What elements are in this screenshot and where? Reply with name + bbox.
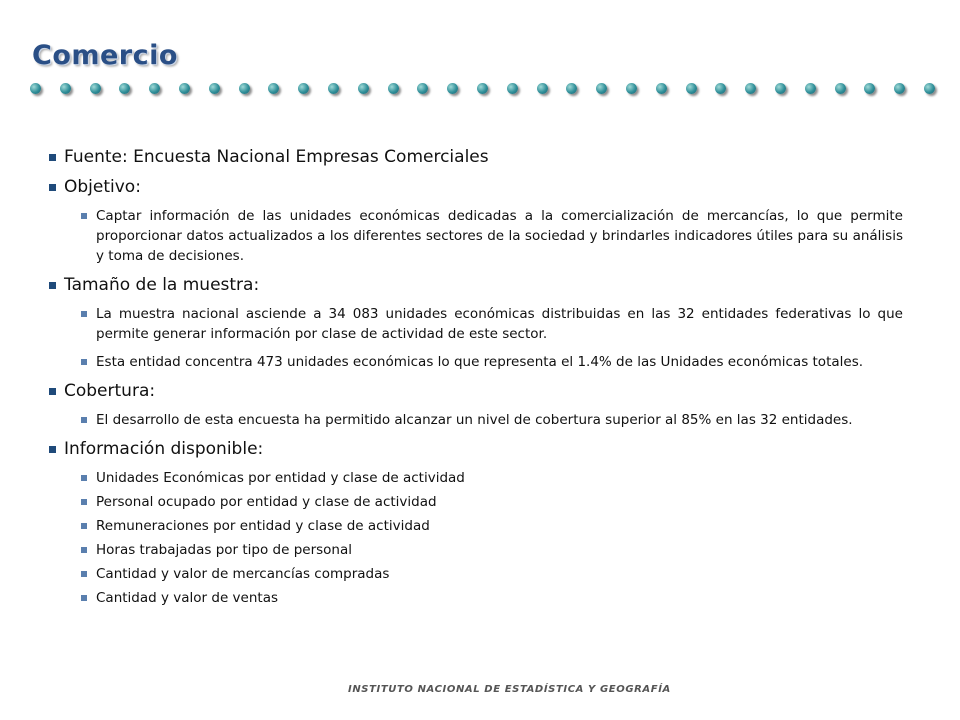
available-info-heading	[48, 438, 903, 460]
info-list-item	[48, 492, 903, 512]
sample-size-item	[48, 304, 903, 344]
divider-dot	[507, 83, 518, 94]
square-bullet-icon	[81, 595, 87, 601]
info-item-text: Unidades Económicas por entidad y clase de actividad	[96, 470, 465, 486]
slide-title: Comercio	[32, 40, 178, 71]
square-bullet-icon	[49, 154, 56, 161]
dotted-divider	[30, 80, 935, 96]
divider-dot	[60, 83, 71, 94]
objective-text: Captar información de las unidades económicas dedicadas a la comercialización de mercancías, lo que permite proporcionar datos actualizados a los diferentes sectores de la sociedad y brindarles indicadores útiles para su análisis y toma de decisiones.	[96, 208, 903, 264]
divider-dot	[119, 83, 130, 94]
divider-dot	[30, 83, 41, 94]
objective-item	[48, 206, 903, 266]
sample-size-label: Tamaño de la muestra:	[64, 275, 260, 295]
divider-dot	[894, 83, 905, 94]
info-item-text: Remuneraciones por entidad y clase de actividad	[96, 518, 430, 534]
square-bullet-icon	[81, 417, 87, 423]
square-bullet-icon	[81, 523, 87, 529]
source-text: Fuente: Encuesta Nacional Empresas Comerciales	[64, 147, 489, 167]
available-info-label: Información disponible:	[64, 439, 264, 459]
divider-dot	[358, 83, 369, 94]
square-bullet-icon	[49, 446, 56, 453]
sample-size-item	[48, 352, 903, 372]
coverage-text: El desarrollo de esta encuesta ha permitido alcanzar un nivel de cobertura superior al 85% en las 32 entidades.	[96, 412, 853, 428]
divider-dot	[626, 83, 637, 94]
divider-dot	[566, 83, 577, 94]
square-bullet-icon	[49, 282, 56, 289]
source-heading	[48, 146, 903, 168]
divider-dot	[775, 83, 786, 94]
square-bullet-icon	[81, 475, 87, 481]
info-item-text: Horas trabajadas por tipo de personal	[96, 542, 353, 558]
divider-dot	[388, 83, 399, 94]
sample-size-text-national: La muestra nacional asciende a 34 083 unidades económicas distribuidas en las 32 entidades federativas lo que permite generar información por clase de actividad de este sector.	[96, 306, 903, 342]
objective-label: Objetivo:	[64, 177, 141, 197]
square-bullet-icon	[81, 213, 87, 219]
divider-dot	[656, 83, 667, 94]
info-item-text: Cantidad y valor de ventas	[96, 590, 279, 606]
sample-size-heading	[48, 274, 903, 296]
divider-dot	[268, 83, 279, 94]
square-bullet-icon	[81, 359, 87, 365]
divider-dot	[537, 83, 548, 94]
divider-dot	[924, 83, 935, 94]
divider-dot	[149, 83, 160, 94]
square-bullet-icon	[49, 388, 56, 395]
square-bullet-icon	[81, 311, 87, 317]
info-list-item	[48, 516, 903, 536]
info-list-item	[48, 468, 903, 488]
divider-dot	[179, 83, 190, 94]
divider-dot	[447, 83, 458, 94]
divider-dot	[835, 83, 846, 94]
coverage-item	[48, 410, 903, 430]
info-list-item	[48, 588, 903, 608]
coverage-label: Cobertura:	[64, 381, 156, 401]
institution-footer: INSTITUTO NACIONAL DE ESTADÍSTICA Y GEOGRAFÍA	[348, 684, 671, 695]
divider-dot	[298, 83, 309, 94]
square-bullet-icon	[81, 571, 87, 577]
divider-dot	[328, 83, 339, 94]
divider-dot	[864, 83, 875, 94]
divider-dot	[715, 83, 726, 94]
slide-content	[48, 146, 903, 612]
square-bullet-icon	[81, 547, 87, 553]
divider-dot	[417, 83, 428, 94]
info-list-item	[48, 540, 903, 560]
divider-dot	[90, 83, 101, 94]
divider-dot	[209, 83, 220, 94]
square-bullet-icon	[49, 184, 56, 191]
square-bullet-icon	[81, 499, 87, 505]
sample-size-text-state: Esta entidad concentra 473 unidades económicas lo que representa el 1.4% de las Unidades económicas totales.	[96, 354, 864, 370]
divider-dot	[686, 83, 697, 94]
objective-heading	[48, 176, 903, 198]
info-list-item	[48, 564, 903, 584]
divider-dot	[596, 83, 607, 94]
divider-dot	[477, 83, 488, 94]
info-item-text: Cantidad y valor de mercancías compradas	[96, 566, 390, 582]
divider-dot	[805, 83, 816, 94]
divider-dot	[745, 83, 756, 94]
info-item-text: Personal ocupado por entidad y clase de actividad	[96, 494, 437, 510]
divider-dot	[239, 83, 250, 94]
coverage-heading	[48, 380, 903, 402]
